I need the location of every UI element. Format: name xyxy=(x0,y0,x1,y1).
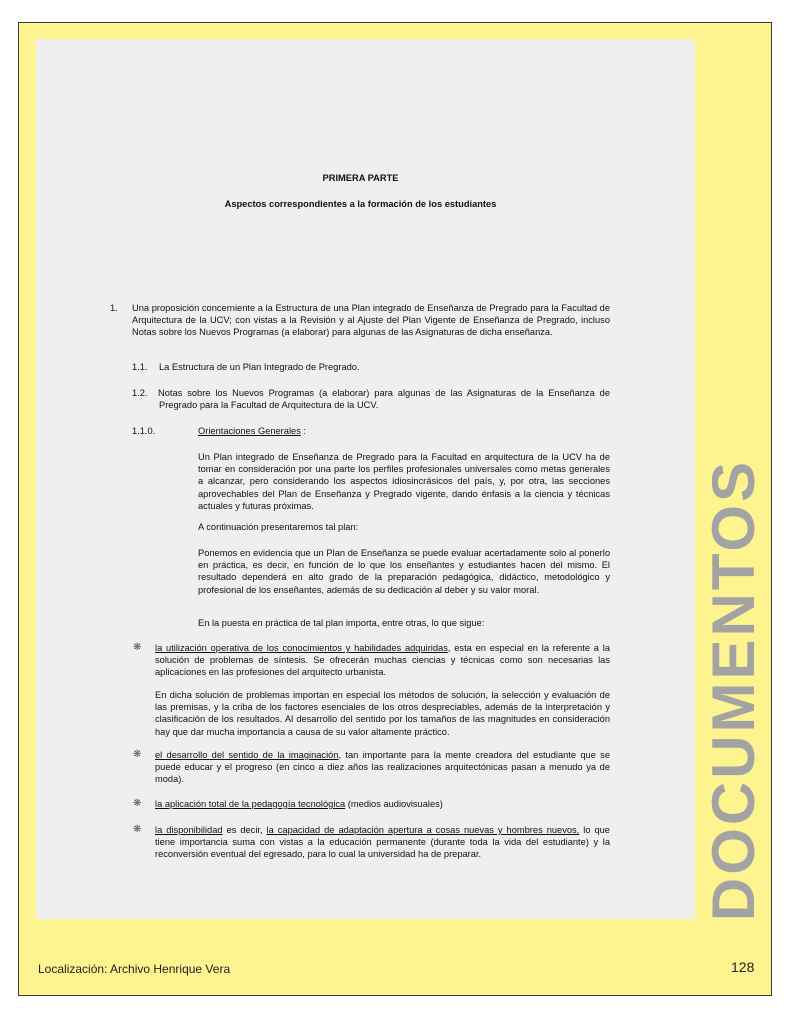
item-1-1-number: 1.1. xyxy=(132,362,148,372)
bullet-3-underlined: la aplicación total de la pedagogía tecnológica xyxy=(155,799,346,809)
bullet-4-underlined-1: la disponibilidad xyxy=(155,825,223,835)
bullet-1-underlined: la utilización operativa de los conocimientos y habilidades adquiridas xyxy=(155,643,448,653)
bullet-1-rest: , esta en especial en la referente a la solución de problemas de síntesis. Se ofrecerán muchas ciencias y técnicas como son necesarias las aplicaciones en las profesiones del arquitecto urbanista. xyxy=(155,643,610,678)
bullet-2-underlined: el desarrollo del sentido de la imaginación xyxy=(155,750,339,760)
bullet-2-icon: ❋ xyxy=(133,749,142,760)
item-1-1-0-number: 1.1.0. xyxy=(132,426,156,436)
item-1-2-text: Notas sobre los Nuevos Programas (a elaborar) para algunas de las Asignaturas de la Enseñanza de Pregrado para la Facultad de Arquitectura de la UCV. xyxy=(158,388,610,411)
bullet-4-icon: ❋ xyxy=(133,824,142,835)
item-1-number: 1. xyxy=(110,303,118,313)
side-title-documentos: DOCUMENTOS xyxy=(700,458,767,922)
item-1-text: Una proposición concerniente a la Estructura de una Plan integrado de Enseñanza de Pregrado para la Facultad de Arquitectura de la UCV; con vistas a la Revisión y al Ajuste del Plan Vigente de Enseñanza de Pregrado, incluso Notas sobre los Nuevos Programas (a elaborar) para algunas de las Asignaturas de dicha enseñanza. xyxy=(132,303,610,338)
item-1-1-0-title xyxy=(198,425,306,437)
item-1-2-number: 1.2. xyxy=(132,388,148,398)
bullet-1-text xyxy=(155,642,610,679)
paragraph-4: En la puesta en práctica de tal plan importa, entre otras, lo que sigue: xyxy=(198,618,485,628)
bullet-4-text xyxy=(155,824,610,861)
bullet-4-underlined-2: la capacidad de adaptación apertura a cosas nuevas y hombres nuevos, xyxy=(266,825,580,835)
document-page xyxy=(36,39,695,919)
bullet-3-icon: ❋ xyxy=(133,798,142,809)
bullet-3-rest: (medios audiovisuales) xyxy=(345,799,443,809)
document-heading: PRIMERA PARTE xyxy=(322,173,399,183)
bullet-4-mid: es decir, xyxy=(222,825,267,835)
item-1-1-text: La Estructura de un Plan Integrado de Pregrado. xyxy=(159,362,360,372)
bullet-1-icon: ❋ xyxy=(133,642,142,653)
page-number: 128 xyxy=(731,959,755,975)
paragraph-3: Ponemos en evidencia que un Plan de Enseñanza se puede evaluar acertadamente solo al ponerlo en práctica, es decir, en función de lo que los enseñantes y estudiantes hacen del mismo. El resultado dependerá en alto grado de la preparación pedagógica, didáctico, metodológico y profesional de los enseñantes, además de su dedicación al deber y su valor moral. xyxy=(198,548,610,595)
document-subheading: Aspectos correspondientes a la formación de los estudiantes xyxy=(224,199,497,209)
paragraph-2: A continuación presentaremos tal plan: xyxy=(198,522,359,532)
footer-location: Localización: Archivo Henrique Vera xyxy=(38,962,231,976)
bullet-4-rest: lo que tiene importancia suma con vistas a la educación permanente (durante toda la vida del estudiante) y la reconversión eventual del egresado, para lo cual la universidad ha de preparar. xyxy=(155,825,610,860)
orientaciones-colon: : xyxy=(300,426,307,436)
bullet-2-rest: , tan importante para la mente creadora del estudiante que se puede educar y el progreso (en cinco a diez años las realizaciones arquitectónicas pasan a menudo ya de moda). xyxy=(155,750,610,785)
bullet-1-paragraph: En dicha solución de problemas importan en especial los métodos de solución, la selección y evaluación de las premisas, y la criba de los factores esenciales de los otros despreciables, además de la interpretación y clasificación de los resultados. Al desarrollo del sentido por los tamaños de las magnitudes en consideración hay que dar mucha importancia a causa de su valor altamente práctico. xyxy=(155,690,610,737)
orientaciones-generales-label: Orientaciones Generales xyxy=(198,426,301,436)
paragraph-1: Un Plan integrado de Enseñanza de Pregrado para la Facultad en arquitectura de la UCV ha de tomar en consideración por una parte los perfiles profesionales universales como metas generales a alcanzar, pero considerando los aspectos idiosincrásicos del país, y, por otra, las secciones aprovechables del Plan de Enseñanza y Pregrado vigente, dando énfasis a la ciencia y técnicas actuales y futuras próximas. xyxy=(198,452,610,511)
bullet-3-text xyxy=(155,798,610,810)
bullet-2-text xyxy=(155,749,610,786)
